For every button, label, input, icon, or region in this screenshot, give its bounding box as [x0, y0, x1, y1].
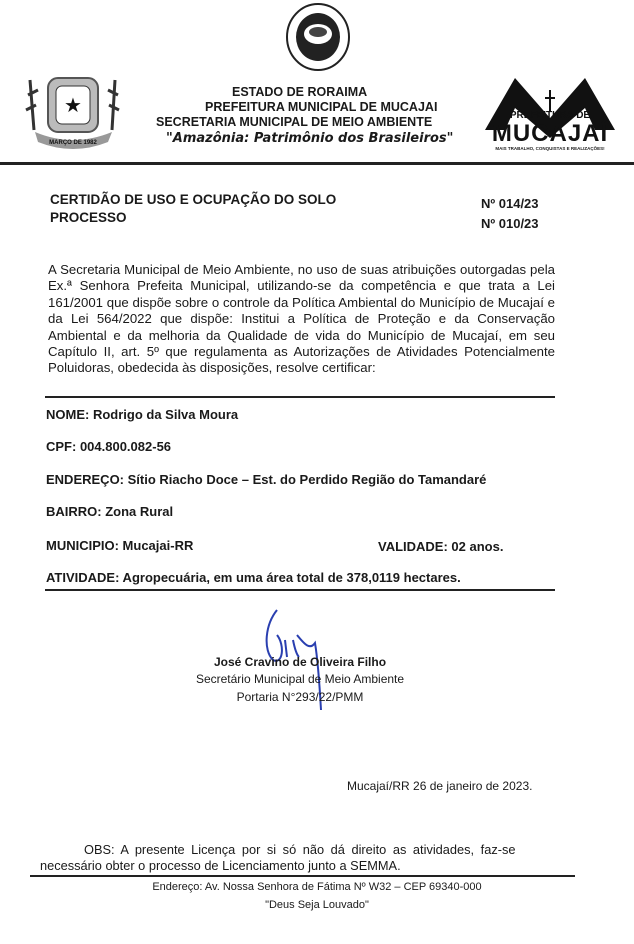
- header-prefeitura: PREFEITURA MUNICIPAL DE MUCAJAI: [205, 100, 438, 114]
- issue-date: Mucajaí/RR 26 de janeiro de 2023.: [347, 779, 533, 793]
- obs-line1: OBS: A presente Licença por si só não dá direito as atividades, faz-se: [84, 842, 516, 857]
- prefeitura-mucajai-logo: [475, 68, 625, 154]
- coat-of-arms-logo: [20, 70, 125, 152]
- body-divider: [45, 396, 555, 398]
- field-nome: NOME: Rodrigo da Silva Moura: [46, 407, 239, 422]
- certificate-title: CERTIDÃO DE USO E OCUPAÇÃO DO SOLO: [50, 192, 337, 207]
- field-endereco: ENDEREÇO: Sítio Riacho Doce – Est. do Perdido Região do Tamandaré: [46, 472, 487, 487]
- header-state: ESTADO DE RORAIMA: [232, 85, 368, 99]
- header-divider: [0, 162, 634, 165]
- footer-motto: "Deus Seja Louvado": [265, 899, 369, 911]
- coat-of-arms-ribbon: MARÇO DE 1982: [49, 140, 97, 146]
- obs-line2: necessário obter o processo de Licenciamento junto a SEMMA.: [40, 858, 401, 873]
- field-cpf: CPF: 004.800.082-56: [46, 439, 172, 454]
- field-municipio: MUNICIPIO: Mucajai-RR: [46, 538, 194, 553]
- certificate-body-text: A Secretaria Municipal de Meio Ambiente, no uso de suas atribuições outorgadas pela Ex.ª Senhora Prefeita Municipal, utilizando-se da competência e que trata a Lei 161/2001 que dispõe sobre o controle da Política Ambiental do Município de Mucajaí e da Lei 564/2022 que dispõe: Institui a Política de Proteção e da Conservação Ambiental e da melhoria da Qualidade de vida do Município de Mucajaí, em seu Capítulo II, art. 5º que regulamenta as Autorizações de Atividades Potencialmente Poluidoras, obedecida às disposições, resolve certificar:: [48, 262, 555, 376]
- signatory-role: Secretário Municipal de Meio Ambiente: [195, 672, 405, 686]
- logo-tagline: MAIS TRABALHO, CONQUISTAS E REALIZAÇÕES!: [495, 146, 605, 151]
- footer-address: Endereço: Av. Nossa Senhora de Fátima Nº W32 – CEP 69340-000: [152, 881, 482, 893]
- secretaria-seal-logo: [284, 2, 352, 72]
- field-bairro: BAIRRO: Zona Rural: [46, 504, 174, 519]
- signatory-name: José Cravino de Oliveira Filho: [213, 655, 387, 669]
- process-label: PROCESSO: [50, 210, 127, 225]
- logo-top-text: PREFEITURA DE: [509, 110, 591, 121]
- process-number: Nº 010/23: [481, 216, 539, 231]
- footer-divider: [30, 875, 575, 877]
- field-validade: VALIDADE: 02 anos.: [378, 539, 504, 554]
- signatory-portaria: Portaria N°293/22/PMM: [236, 690, 364, 704]
- header-secretaria: SECRETARIA MUNICIPAL DE MEIO AMBIENTE: [156, 115, 433, 129]
- header-motto: "Amazônia: Patrimônio dos Brasileiros": [166, 131, 454, 146]
- certificate-number: Nº 014/23: [481, 196, 539, 211]
- fields-divider: [45, 589, 555, 591]
- svg-text:★: ★: [64, 95, 82, 117]
- field-atividade: ATIVIDADE: Agropecuária, em uma área total de 378,0119 hectares.: [46, 570, 461, 585]
- logo-name: MUCAJAÍ: [491, 120, 609, 147]
